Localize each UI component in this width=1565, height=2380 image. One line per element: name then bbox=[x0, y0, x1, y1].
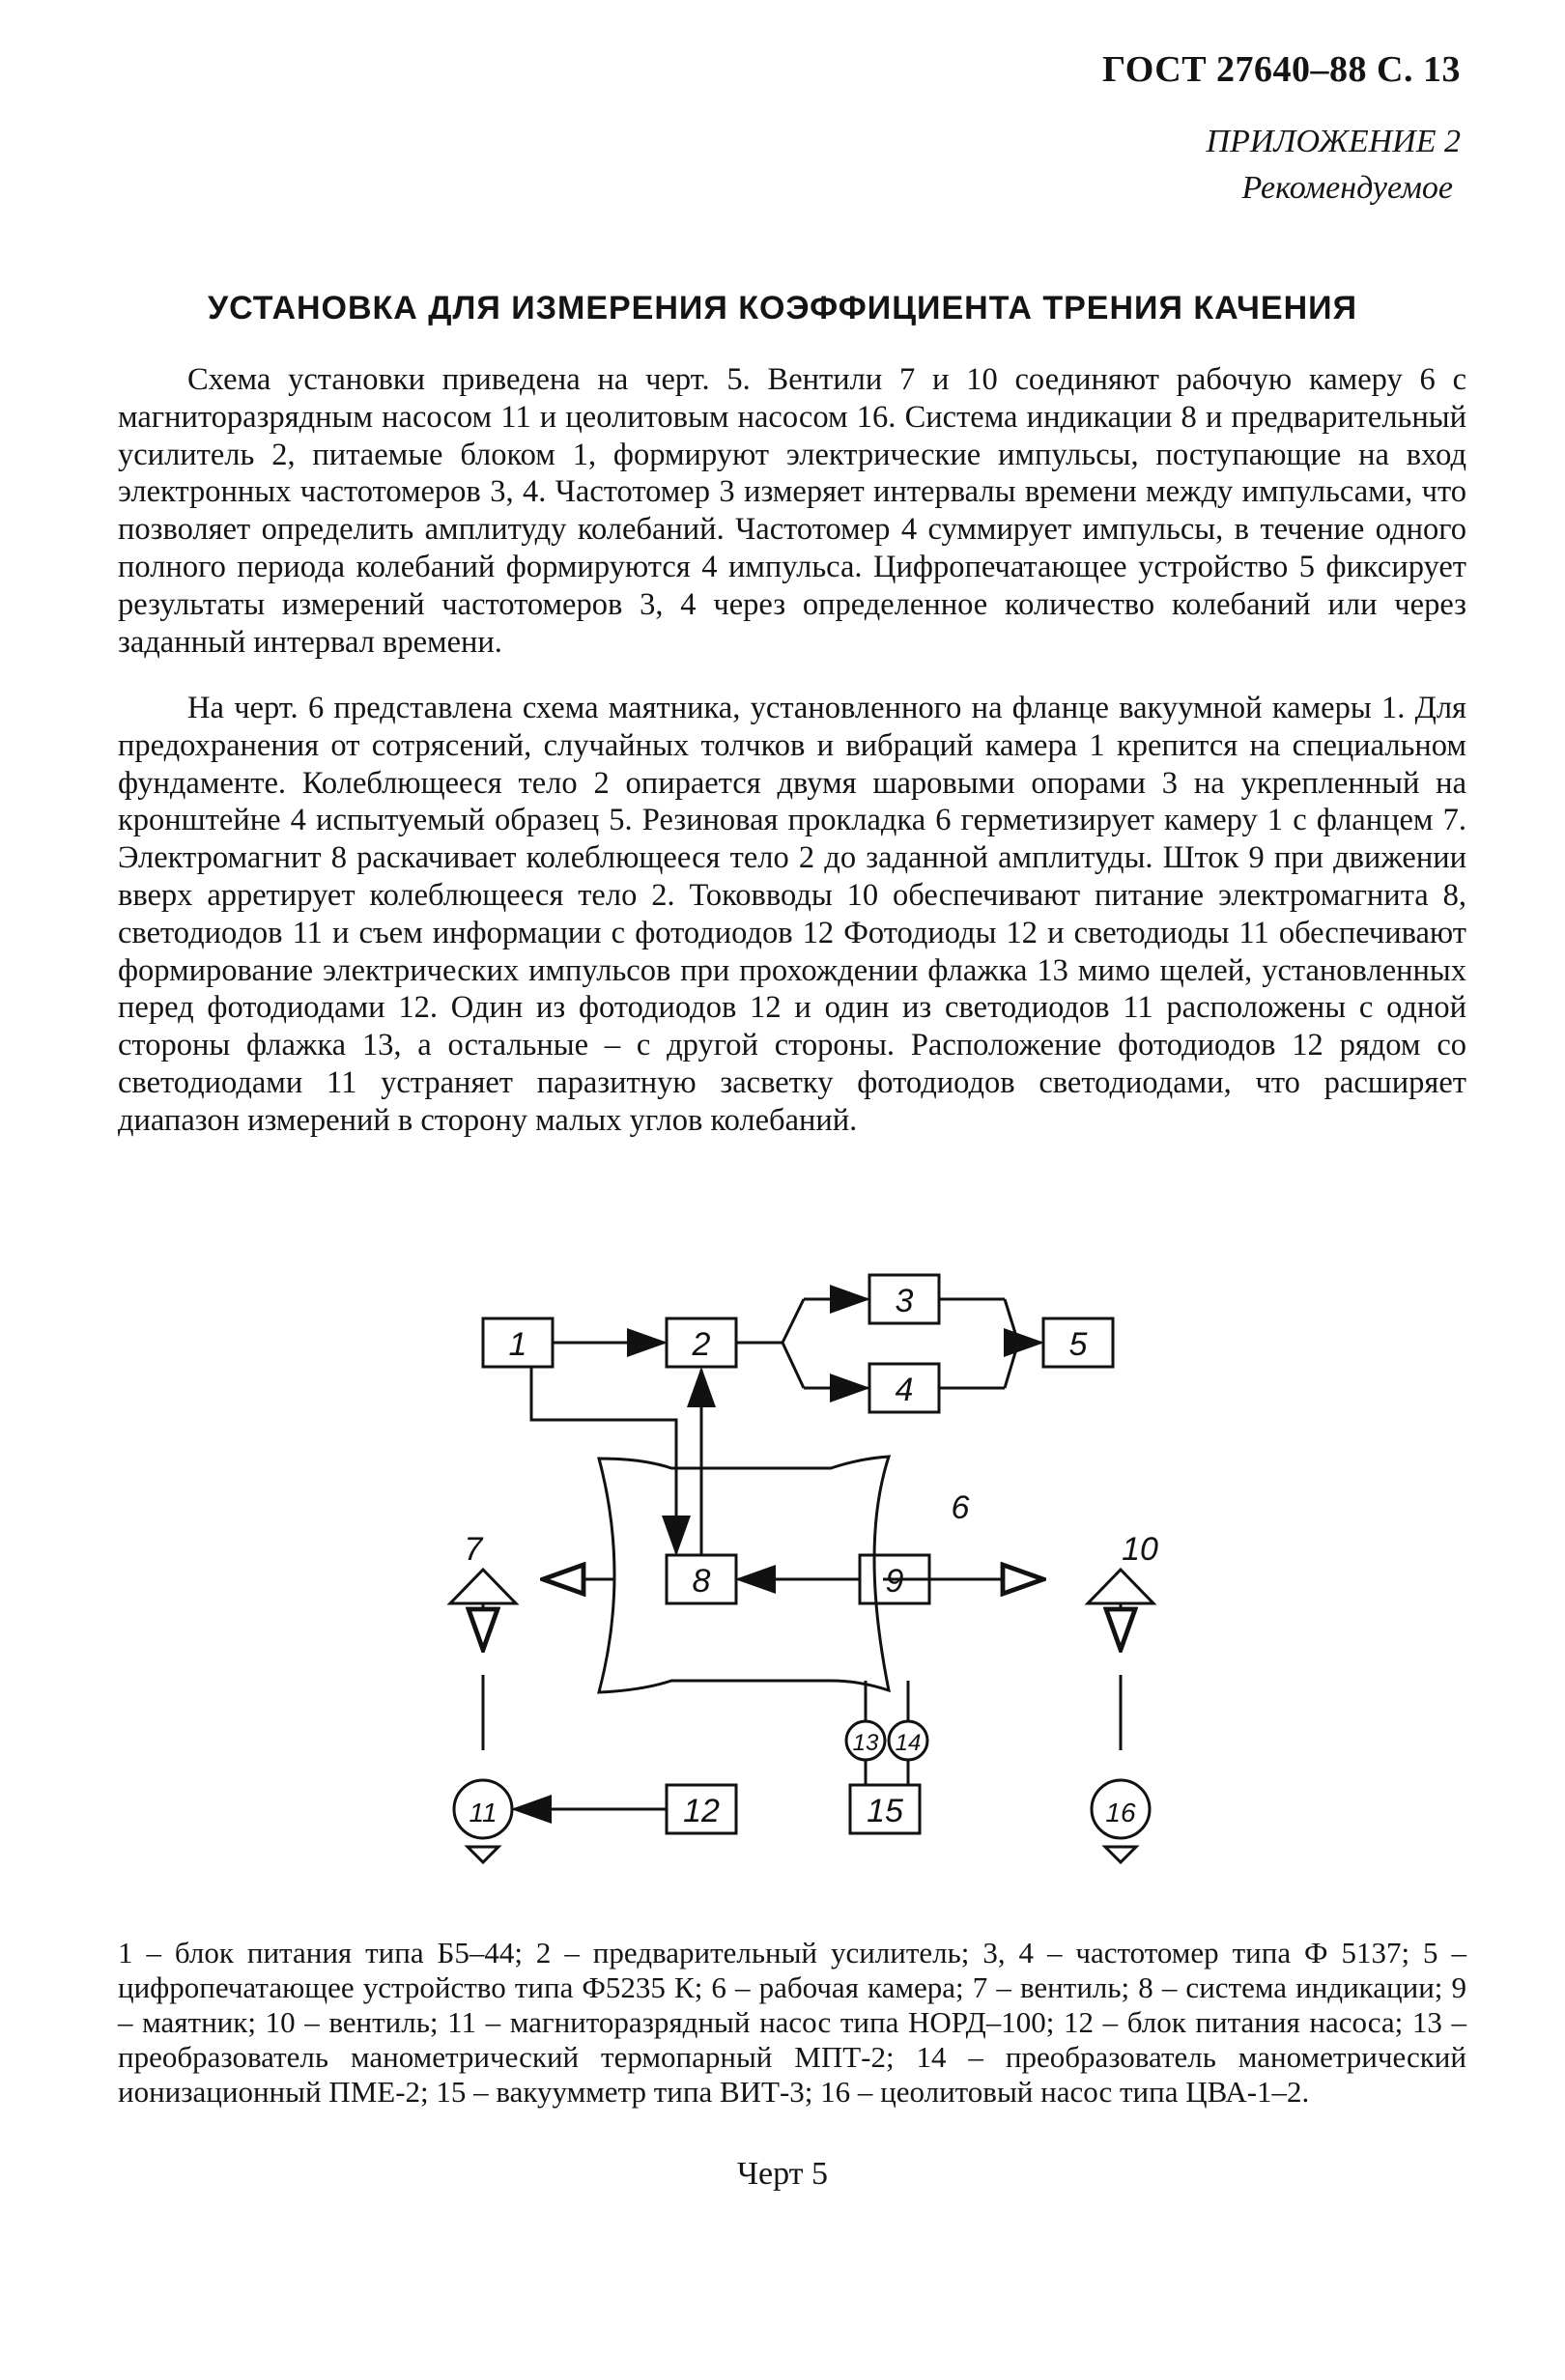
label-4: 4 bbox=[895, 1372, 914, 1408]
label-3: 3 bbox=[895, 1283, 914, 1319]
valve-7 bbox=[450, 1570, 516, 1603]
label-11: 11 bbox=[469, 1798, 498, 1828]
label-10: 10 bbox=[1122, 1531, 1158, 1568]
label-6: 6 bbox=[951, 1489, 970, 1526]
label-12: 12 bbox=[683, 1793, 720, 1829]
label-14: 14 bbox=[895, 1730, 922, 1756]
label-8: 8 bbox=[692, 1563, 711, 1600]
label-13: 13 bbox=[852, 1730, 879, 1756]
valve-10 bbox=[1088, 1570, 1153, 1603]
section-title: УСТАНОВКА ДЛЯ ИЗМЕРЕНИЯ КОЭФФИЦИЕНТА ТРЕНИЯ КАЧЕНИЯ bbox=[207, 290, 1358, 326]
appendix-label: ПРИЛОЖЕНИЕ 2 bbox=[1206, 124, 1461, 159]
appendix-status: Рекомендуемое bbox=[1241, 170, 1453, 206]
figure-caption: 1 – блок питания типа Б5–44; 2 – предварительный усилитель; 3, 4 – частотомер типа Ф 5137; 5 – цифропечатающее устройство типа Ф5235 К; 6 – рабочая камера; 7 – вентиль; 8 – система индикации; 9 – маятник; 10 – вентиль; 11 – магниторазрядный насос типа НОРД–100; 12 – блок питания насоса; 13 – преобразователь манометрический термопарный МПТ-2; 14 – преобразователь манометрический ионизационный ПМЕ-2; 15 – вакуумметр типа ВИТ-3; 16 – цеолитовый насос типа ЦВА-1–2. bbox=[118, 1936, 1466, 2109]
figure-label: Черт 5 bbox=[736, 2156, 829, 2192]
label-15: 15 bbox=[867, 1793, 903, 1829]
label-16: 16 bbox=[1105, 1798, 1136, 1828]
label-7: 7 bbox=[464, 1531, 483, 1568]
label-9: 9 bbox=[885, 1563, 904, 1600]
label-5: 5 bbox=[1068, 1326, 1088, 1363]
paragraph-1: Схема установки приведена на черт. 5. Вентили 7 и 10 соединяют рабочую камеру 6 с магниторазрядным насосом 11 и цеолитовым насосом 16. Система индикации 8 и предварительный усилитель 2, питаемые блоком 1, формируют электрические импульсы, поступающие на вход электронных частотомеров 3, 4. Частотомер 3 измеряет интервалы времени между импульсами, что позволяет определить амплитуду колебаний. Частотомер 4 суммирует импульсы, в течение одного полного периода колебаний формируются 4 импульса. Цифропечатающее устройство 5 фиксирует результаты измерений частотомеров 3, 4 через определенное количество колебаний или через заданный интервал времени. bbox=[118, 362, 1466, 660]
page-header-code: ГОСТ 27640–88 С. 13 bbox=[1102, 49, 1461, 90]
label-1: 1 bbox=[508, 1326, 527, 1363]
label-2: 2 bbox=[692, 1326, 711, 1363]
paragraph-2: На черт. 6 представлена схема маятника, установленного на фланце вакуумной камеры 1. Для предохранения от сотрясений, случайных толчков и вибраций камера 1 крепится на специальном фундаменте. Колеблющееся тело 2 опирается двумя шаровыми опорами 3 на укрепленный на кронштейне 4 испытуемый образец 5. Резиновая прокладка 6 герметизирует камеру 1 с фланцем 7. Электромагнит 8 раскачивает колеблющееся тело 2 до заданной амплитуды. Шток 9 при движении вверх арретирует колеблющееся тело 2. Токовводы 10 обеспечивают питание электромагнита 8, светодиодов 11 и съем информации с фотодиодов 12 Фотодиоды 12 и светодиоды 11 обеспечивают формирование электрических импульсов при прохождении флажка 13 мимо щелей, установленных перед фотодиодами 12. Один из фотодиодов 12 и один из светодиодов 11 расположены с одной стороны флажка 13, а остальные – с другой стороны. Расположение фотодиодов 12 рядом со светодиодами 11 устраняет паразитную засветку фотодиодов светодиодами, что расширяет диапазон измерений в сторону малых углов колебаний. bbox=[118, 691, 1466, 1138]
block-diagram bbox=[425, 1256, 1179, 1874]
chamber-6 bbox=[599, 1457, 889, 1692]
